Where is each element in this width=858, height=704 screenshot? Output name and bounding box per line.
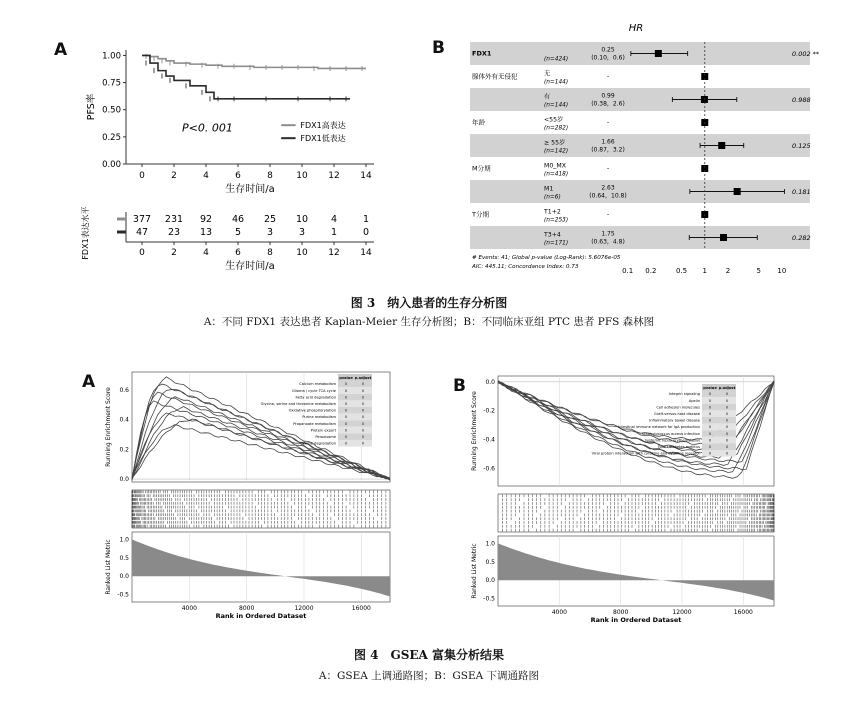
gsea-x-tick-label: 4000	[551, 609, 567, 616]
forest-group-label: FDX1	[472, 49, 492, 58]
gsea-y-tick-label: -0.2	[483, 407, 495, 415]
kaplan-meier-chart	[74, 40, 394, 280]
gsea-table-row-bg	[338, 414, 372, 421]
gsea-table-pathway-name: Calcium metabolism	[299, 382, 336, 387]
risk-table-x-tick-label: 8	[267, 248, 273, 258]
gsea-metric-tick-label: 1.0	[119, 536, 129, 544]
gsea-table-row-bg	[338, 394, 372, 401]
risk-table-cell: 25	[263, 214, 277, 225]
km-x-tick-label: 14	[360, 171, 372, 181]
gsea-metric-tick-label: 0.0	[485, 577, 495, 585]
gsea-metric-tick-label: 1.0	[485, 540, 495, 548]
risk-table-x-tick-label: 14	[360, 248, 372, 258]
forest-p-value: 0.181	[792, 188, 811, 196]
forest-n-label: (n=253)	[544, 217, 569, 224]
forest-group-label: M分期	[472, 164, 491, 173]
gsea-table-header: pvalue	[339, 376, 353, 380]
gsea-metric-axis-label: Ranked List Metric	[471, 543, 478, 599]
forest-reference-label: -	[606, 210, 610, 219]
gsea-table-pathway-name: Type I diabetes mellitus	[657, 445, 700, 449]
gsea-table-row-bg	[338, 420, 372, 427]
gsea-table-padjust: 0	[725, 438, 729, 443]
gsea-table-pathway-name: Systemic lupus erythematosus	[644, 438, 700, 443]
gsea-table-pvalue: 0	[344, 408, 348, 413]
km-y-axis-label: PFS率	[86, 93, 97, 121]
gsea-table-padjust: 0	[361, 408, 365, 413]
km-x-tick-label: 8	[267, 171, 273, 181]
gsea-table-row-bg	[702, 410, 736, 417]
gsea-table-row-bg	[338, 381, 372, 388]
risk-table-x-tick-label: 4	[203, 248, 209, 258]
gsea-table-padjust: 0	[361, 415, 365, 420]
forest-p-value: 0.125	[792, 142, 811, 150]
gsea-table-pvalue: 0	[344, 415, 348, 420]
gsea-table-row-bg	[702, 437, 736, 444]
gsea-table-header: p.adjust	[718, 386, 736, 390]
forest-x-tick-label: 5	[756, 267, 761, 275]
risk-table-cell: 377	[132, 214, 152, 225]
gsea-table-padjust: 0	[725, 405, 729, 410]
figure3-panel-a-letter: A	[54, 40, 68, 60]
gsea-table-pvalue: 0	[344, 441, 348, 446]
gsea-table-row-bg	[338, 407, 372, 414]
gsea-table-padjust: 0	[725, 412, 729, 416]
risk-table-cell: 1	[330, 227, 338, 238]
forest-ci-value: (0.63，4.8)	[591, 238, 625, 246]
gsea-y-axis-label: Running Enrichment Score	[471, 391, 478, 471]
gsea-table-padjust: 0	[361, 388, 365, 393]
gsea-table-padjust: 0	[361, 428, 365, 433]
gsea-table-row-bg	[338, 387, 372, 394]
gsea-metric-tick-label: -0.5	[117, 591, 129, 599]
forest-n-label: (n=418)	[544, 171, 569, 178]
km-y-tick-label: 1.00	[102, 51, 121, 62]
gsea-y-tick-label: -0.6	[483, 465, 495, 473]
gsea-x-tick-label: 12000	[672, 609, 692, 616]
forest-level-label: 无	[544, 70, 551, 78]
gsea-metric-tick-label: 0.5	[119, 554, 129, 562]
risk-table-cell: 5	[234, 227, 242, 238]
gsea-table-pathway-name: Fatty acid degradation	[295, 395, 336, 400]
gsea-table-padjust: 0	[725, 392, 729, 397]
gsea-table-row-bg	[338, 400, 372, 407]
forest-level-label: T3+4	[544, 231, 561, 239]
forest-ci-value: (0.64，10.8)	[589, 192, 627, 200]
gsea-upregulated-chart	[100, 366, 400, 620]
gsea-table-pathway-name: Cell adhesion molecules	[656, 405, 700, 410]
gsea-table-pathway-name: Oxidative phosphorylation	[288, 408, 336, 413]
forest-footnote: AIC: 445.11; Concordance Index: 0.73	[472, 264, 579, 270]
forest-ci-value: (0.87，3.2)	[591, 146, 625, 154]
gsea-table-pathway-name: Glioma / cycle TCA cycle	[292, 388, 336, 393]
risk-table-cell: 13	[199, 227, 213, 238]
risk-table-x-tick-label: 6	[235, 248, 241, 258]
risk-table-cell: 3	[298, 227, 306, 238]
gsea-table-pvalue: 0	[708, 412, 712, 416]
figure4-caption-title: 图 4 GSEA 富集分析结果	[353, 648, 505, 662]
figure4-panel-b-letter: B	[453, 376, 466, 396]
gsea-table-row-bg	[702, 450, 736, 457]
figure4-panel-a-letter: A	[82, 372, 96, 392]
gsea-table-pathway-name: Propanoate metabolism	[293, 421, 336, 426]
risk-table-cell: 4	[330, 214, 338, 225]
gsea-table-row-bg	[702, 443, 736, 450]
forest-level-label: M1	[544, 185, 554, 193]
forest-n-label: (n=144)	[544, 79, 569, 86]
gsea-x-axis-label: Rank in Ordered Dataset	[215, 612, 307, 620]
forest-hr-value: 1.66	[601, 138, 615, 146]
gsea-table-padjust: 0	[361, 435, 365, 439]
gsea-table-pathway-name: Protein export	[310, 428, 336, 433]
gsea-y-axis-label: Running Enrichment Score	[105, 387, 112, 467]
gsea-table-pathway-name: Inflammatory bowel disease	[649, 418, 700, 423]
gsea-table-row-bg	[338, 440, 372, 447]
km-y-tick-label: 0.25	[102, 132, 121, 143]
risk-table-x-tick-label: 12	[328, 248, 340, 258]
gsea-table-pathway-name: Valine degradation	[302, 441, 336, 446]
forest-x-tick-label: 0.1	[622, 267, 634, 275]
gsea-x-tick-label: 8000	[239, 605, 255, 612]
figure3-caption-title: 图 3 纳入患者的生存分析图	[350, 296, 508, 310]
gsea-table-pvalue: 0	[344, 435, 348, 439]
figure3-caption-subtitle: A：不同 FDX1 表达患者 Kaplan-Meier 生存分析图；B：不同临床亚组 PTC 患者 PFS 森林图	[203, 316, 655, 328]
forest-hr-marker	[720, 234, 727, 241]
forest-n-label: (n=171)	[544, 240, 569, 247]
risk-table-x-tick-label: 0	[139, 248, 145, 258]
gsea-table-pathway-name: Glycine, serine and threonine metabolism	[260, 402, 336, 406]
km-series-line-0	[142, 55, 366, 68]
gsea-x-axis-label: Rank in Ordered Dataset	[590, 616, 682, 624]
gsea-table-pathway-name: Staphylococcus aureus infection	[641, 431, 700, 436]
km-x-tick-label: 0	[139, 171, 145, 181]
forest-hr-marker	[655, 50, 662, 57]
gsea-table-padjust: 0	[725, 445, 729, 449]
gsea-table-pvalue: 0	[708, 392, 712, 397]
forest-reference-label: -	[606, 72, 610, 81]
forest-n-label: (n=6)	[544, 194, 561, 201]
forest-p-value: 0.988	[792, 96, 811, 104]
gsea-table-pvalue: 0	[708, 445, 712, 449]
forest-hr-value: 0.99	[601, 92, 615, 100]
km-y-tick-label: 0.50	[102, 105, 121, 116]
figure3-panel-b-letter: B	[432, 38, 445, 58]
km-x-tick-label: 10	[296, 171, 308, 181]
forest-n-label: (n=144)	[544, 102, 569, 109]
gsea-table-row-bg	[702, 430, 736, 437]
forest-level-label: T1+2	[544, 208, 561, 216]
gsea-table-header: p.adjust	[354, 376, 372, 380]
gsea-hits-panel	[498, 494, 774, 532]
gsea-y-tick-label: 0.6	[119, 386, 129, 394]
gsea-table-pathway-name: Integrin signaling	[668, 392, 700, 397]
forest-x-tick-label: 10	[777, 267, 787, 275]
forest-level-label: 有	[544, 93, 551, 101]
gsea-table-padjust: 0	[725, 398, 729, 403]
gsea-x-tick-label: 4000	[181, 605, 197, 612]
gsea-y-tick-label: 0.0	[485, 378, 495, 386]
gsea-table-row-bg	[702, 424, 736, 431]
gsea-metric-axis-label: Ranked List Metric	[105, 539, 112, 595]
gsea-table-pvalue: 0	[708, 431, 712, 436]
forest-n-label: (n=424)	[544, 56, 569, 63]
forest-reference-label: -	[606, 164, 610, 173]
gsea-table-row-bg	[702, 391, 736, 398]
gsea-table-pvalue: 0	[708, 405, 712, 410]
forest-hr-marker	[734, 188, 741, 195]
km-legend-label-0: FDX1高表达	[300, 121, 346, 131]
gsea-x-tick-label: 16000	[351, 605, 371, 612]
gsea-table-pathway-name: Graft-versus-host disease	[654, 412, 700, 416]
forest-x-tick-label: 0.2	[645, 267, 657, 275]
km-p-value-annotation: P<0. 001	[182, 121, 233, 135]
gsea-table-padjust: 0	[725, 425, 729, 430]
forest-p-value: 0.282	[792, 234, 811, 242]
forest-plot	[470, 20, 820, 275]
forest-ci-value: (0.38，2.6)	[591, 100, 625, 108]
risk-table-x-axis-label: 生存时间/a	[225, 261, 275, 272]
gsea-table-row-bg	[702, 404, 736, 411]
gsea-table-pvalue: 0	[344, 382, 348, 387]
gsea-table-row-bg	[702, 417, 736, 424]
gsea-table-pvalue: 0	[708, 418, 712, 423]
gsea-table-padjust: 0	[725, 451, 729, 456]
risk-table-x-tick-label: 10	[296, 248, 308, 258]
gsea-metric-tick-label: 0.5	[485, 558, 495, 566]
forest-hr-value: 2.63	[601, 184, 615, 192]
gsea-x-tick-label: 16000	[733, 609, 753, 616]
gsea-table-row-bg	[338, 433, 372, 440]
gsea-table-padjust: 0	[361, 421, 365, 426]
km-x-axis-label: 生存时间/a	[225, 184, 275, 195]
gsea-table-pathway-name: Apelin	[688, 398, 700, 403]
gsea-y-tick-label: -0.4	[483, 436, 495, 444]
risk-table-cell: 3	[266, 227, 274, 238]
gsea-table-row-bg	[702, 397, 736, 404]
risk-table-cell: 231	[164, 214, 184, 225]
km-y-tick-label: 0.00	[102, 160, 121, 170]
gsea-table-padjust: 0	[361, 402, 365, 406]
forest-n-label: (n=142)	[544, 148, 569, 155]
gsea-table-row-bg	[338, 427, 372, 434]
forest-x-tick-label: 1	[702, 267, 707, 275]
gsea-table-pvalue: 0	[708, 438, 712, 443]
gsea-hits-panel	[132, 490, 390, 528]
forest-hr-value: 0.25	[601, 46, 615, 54]
forest-row-band	[470, 226, 810, 249]
forest-group-label: 年龄	[472, 118, 485, 127]
gsea-table-pathway-name: Peroxisome	[315, 435, 336, 439]
km-x-tick-label: 6	[235, 171, 241, 181]
forest-x-tick-label: 0.5	[675, 267, 688, 275]
gsea-table-padjust: 0	[725, 418, 729, 423]
km-x-tick-label: 12	[328, 171, 340, 181]
forest-level-label: <55岁	[544, 116, 564, 124]
km-legend-label-1: FDX1低表达	[300, 134, 346, 144]
forest-level-label: ≥ 55岁	[544, 139, 566, 147]
gsea-table-pvalue: 0	[708, 451, 712, 456]
gsea-table-pvalue: 0	[344, 395, 348, 400]
gsea-table-pvalue: 0	[344, 421, 348, 426]
gsea-table-pathway-name: Intestinal immune network for IgA production	[618, 425, 700, 430]
gsea-downregulated-chart	[466, 370, 784, 624]
forest-hr-marker	[718, 142, 725, 149]
gsea-table-pvalue: 0	[344, 428, 348, 433]
risk-table-cell: 47	[135, 227, 149, 238]
risk-table-cell: 0	[362, 227, 370, 238]
risk-table-cell: 10	[295, 214, 309, 225]
forest-hr-value: 1.75	[601, 230, 615, 238]
forest-x-tick-label: 2	[725, 267, 731, 275]
gsea-y-tick-label: 0.0	[119, 476, 129, 484]
forest-title: HR	[628, 23, 644, 34]
forest-reference-label: -	[606, 118, 610, 127]
risk-table-cell: 1	[362, 214, 370, 225]
gsea-metric-tick-label: 0.0	[119, 573, 129, 581]
forest-p-value: 0.002 **	[792, 50, 820, 58]
gsea-table-pvalue: 0	[344, 388, 348, 393]
risk-table-x-tick-label: 2	[171, 248, 177, 258]
gsea-table-padjust: 0	[725, 431, 729, 436]
risk-table-cell: 46	[231, 214, 245, 225]
risk-table-cell: 23	[167, 227, 181, 238]
gsea-table-pathway-name: Purine metabolism	[302, 415, 336, 420]
forest-group-label: 腺体外有无侵犯	[472, 72, 518, 81]
risk-table-cell: 92	[199, 214, 213, 225]
gsea-table-padjust: 0	[361, 382, 365, 387]
forest-footnote: # Events: 41; Global p-value (Log-Rank): 5.6076e-05	[472, 255, 621, 261]
figure4-caption-subtitle: A：GSEA 上调通路图；B：GSEA 下调通路图	[318, 670, 540, 682]
gsea-table-pvalue: 0	[708, 398, 712, 403]
forest-group-label: T分期	[472, 210, 489, 219]
gsea-table-pathway-name: Viral protein interaction with cytokine and cytokine receptor	[591, 451, 700, 456]
km-x-tick-label: 2	[171, 171, 177, 181]
forest-row-band	[470, 88, 810, 111]
forest-row-band	[470, 134, 810, 157]
gsea-x-tick-label: 8000	[613, 609, 629, 616]
gsea-table-pvalue: 0	[708, 425, 712, 430]
gsea-table-pvalue: 0	[344, 402, 348, 406]
km-y-tick-label: 0.75	[102, 78, 121, 89]
gsea-y-tick-label: 0.2	[119, 446, 129, 454]
gsea-x-tick-label: 12000	[294, 605, 314, 612]
gsea-table-padjust: 0	[361, 441, 365, 446]
gsea-y-tick-label: 0.4	[119, 416, 129, 424]
forest-level-label: M0_MX	[544, 162, 566, 170]
risk-table-y-axis-label: FDX1表达水平	[81, 206, 90, 260]
gsea-metric-tick-label: -0.5	[483, 595, 495, 603]
forest-ci-value: (0.10，0.6)	[591, 54, 625, 62]
gsea-table-header: pvalue	[703, 386, 717, 390]
gsea-table-padjust: 0	[361, 395, 365, 400]
forest-n-label: (n=282)	[544, 125, 569, 132]
km-x-tick-label: 4	[203, 171, 209, 181]
